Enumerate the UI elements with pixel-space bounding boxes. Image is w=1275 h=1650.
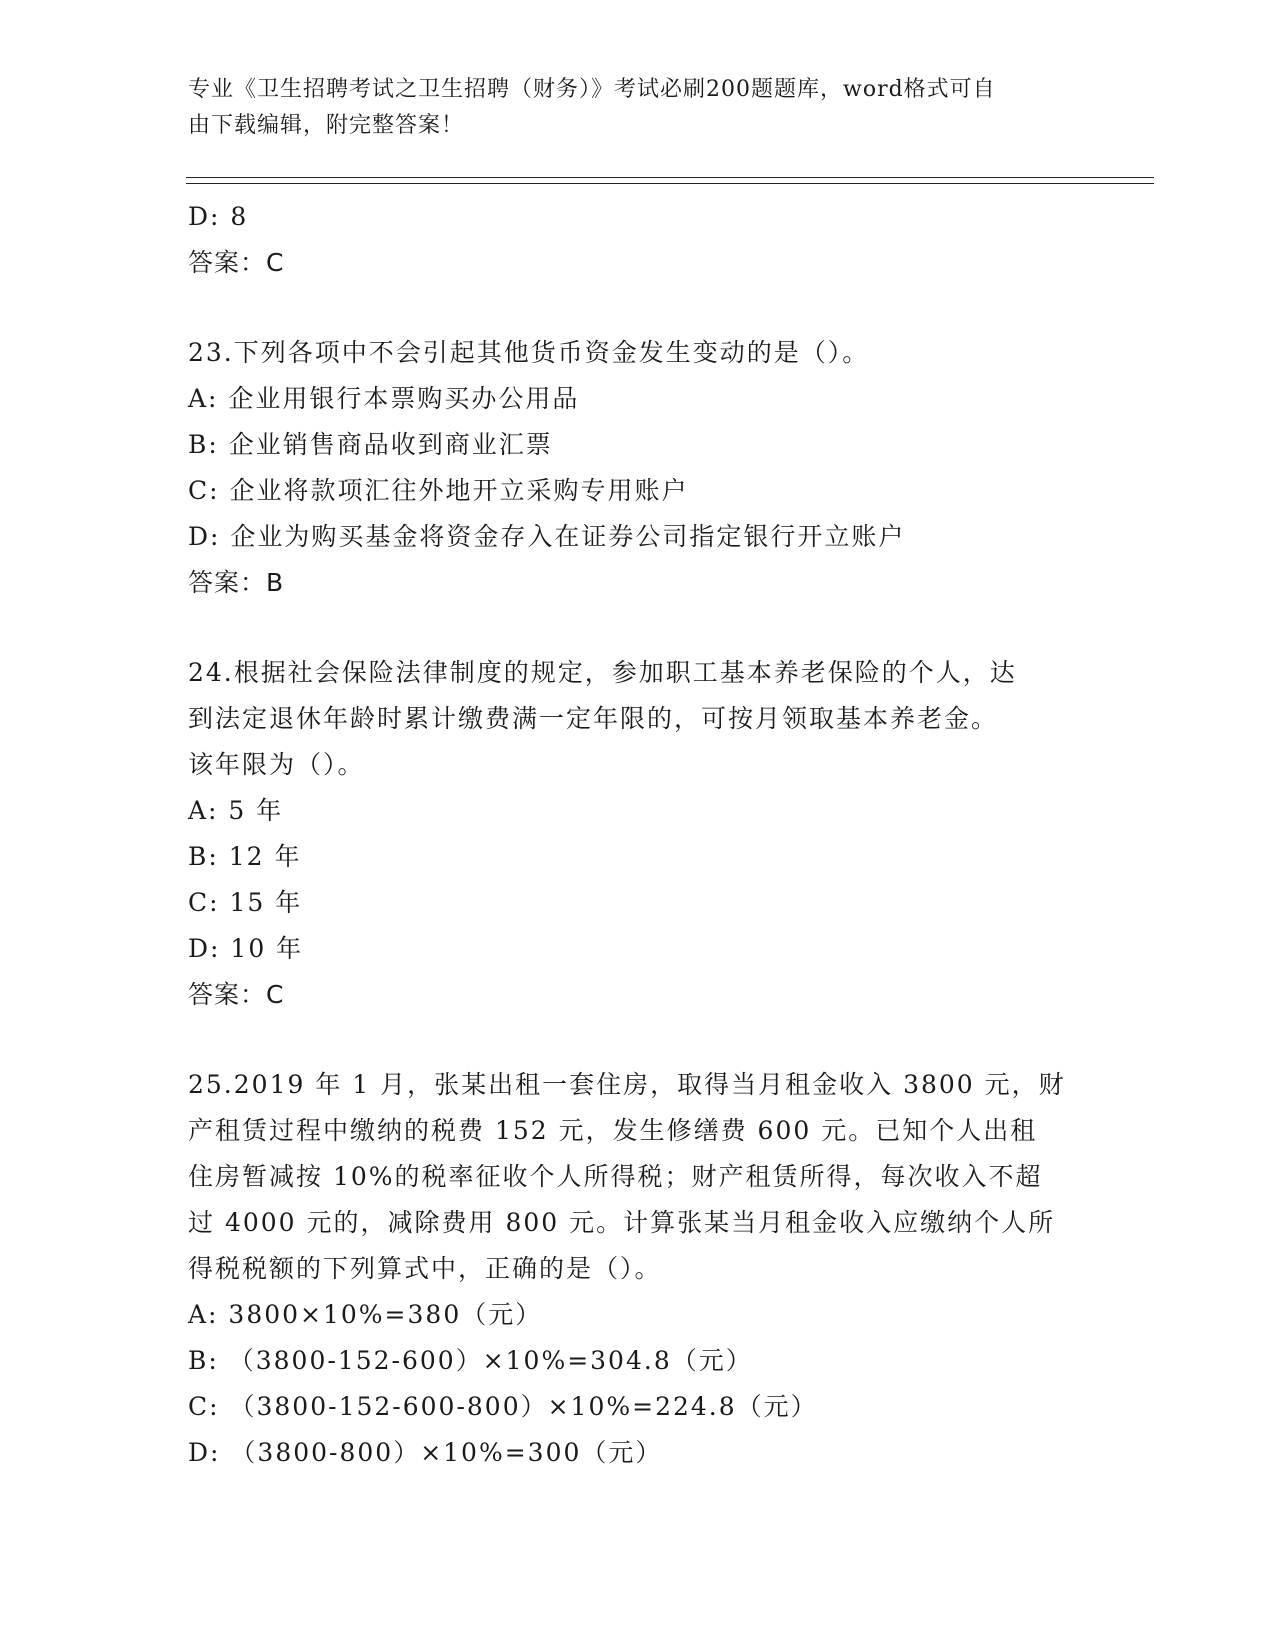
document-header <box>188 72 1078 144</box>
header-divider-top <box>186 177 1154 178</box>
option-d: D: 企业为购买基金将资金存入在证券公司指定银行开立账户 <box>188 522 906 551</box>
option-a: A: 3800×10%=380（元） <box>188 1300 543 1329</box>
answer: 答案：B <box>188 568 285 597</box>
option-c: C: 15 年 <box>188 888 303 917</box>
question-text-line: 住房暂减按 10%的税率征收个人所得税；财产租赁所得，每次收入不超 <box>188 1162 1043 1191</box>
option-b: B: 企业销售商品收到商业汇票 <box>188 430 553 459</box>
question-text-line: 24.根据社会保险法律制度的规定，参加职工基本养老保险的个人，达 <box>188 658 1017 687</box>
header-divider-bottom <box>186 183 1154 184</box>
question-text-line: 到法定退休年龄时累计缴费满一定年限的，可按月领取基本养老金。 <box>188 704 999 733</box>
option-d: D: 8 <box>188 202 249 231</box>
option-d: D: （3800-800）×10%=300（元） <box>188 1438 663 1467</box>
question-24 <box>188 650 1088 1018</box>
answer: 答案：C <box>188 248 285 277</box>
question-text-line: 该年限为（）。 <box>188 750 365 779</box>
question-text-line: 过 4000 元的，减除费用 800 元。计算张某当月租金收入应缴纳个人所 <box>188 1208 1056 1237</box>
answer: 答案：C <box>188 980 285 1009</box>
header-line-2: 由下载编辑，附完整答案！ <box>188 113 465 138</box>
question-22-tail <box>188 194 1088 286</box>
header-line-1: 专业《卫生招聘考试之卫生招聘（财务）》考试必刷200题题库，word格式可自 <box>188 77 996 102</box>
option-d: D: 10 年 <box>188 934 304 963</box>
question-list <box>188 194 1088 1476</box>
question-23 <box>188 330 1088 606</box>
question-text: 23.下列各项中不会引起其他货币资金发生变动的是（）。 <box>188 338 870 367</box>
option-a: A: 企业用银行本票购买办公用品 <box>188 384 580 413</box>
option-b: B: （3800-152-600）×10%=304.8（元） <box>188 1346 753 1375</box>
option-b: B: 12 年 <box>188 842 302 871</box>
option-c: C: （3800-152-600-800）×10%=224.8（元） <box>188 1392 818 1421</box>
question-text-line: 得税税额的下列算式中，正确的是（）。 <box>188 1254 662 1283</box>
option-c: C: 企业将款项汇往外地开立采购专用账户 <box>188 476 689 505</box>
question-text-line: 产租赁过程中缴纳的税费 152 元，发生修缮费 600 元。已知个人出租 <box>188 1116 1038 1145</box>
question-25 <box>188 1062 1088 1476</box>
question-text-line: 25.2019 年 1 月，张某出租一套住房，取得当月租金收入 3800 元，财 <box>188 1070 1066 1099</box>
option-a: A: 5 年 <box>188 796 284 825</box>
